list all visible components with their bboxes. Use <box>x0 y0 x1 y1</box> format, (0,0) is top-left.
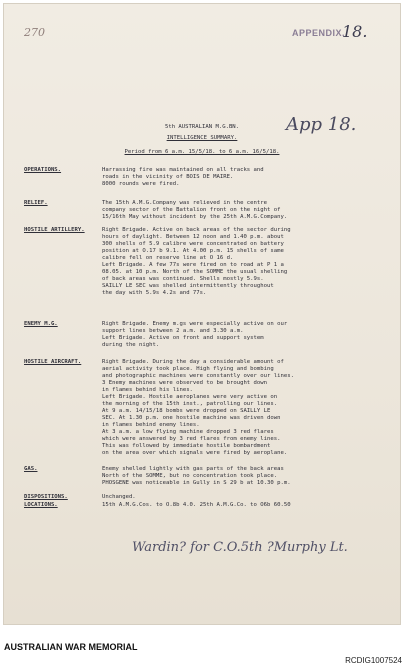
section-line: company sector of the Battalion front on the night of <box>102 207 281 213</box>
section-body <box>102 466 392 487</box>
section-line: SAILLY LE SEC was shelled intermittently throughout <box>102 283 274 289</box>
section-label: ENEMY M.G. <box>24 321 58 327</box>
section-line: position at O.17 b 9.1. At 4.00 p.m. 15 shells of same <box>102 248 284 254</box>
section-line: which were answered by 3 red flares from enemy lines. <box>102 436 281 442</box>
handwritten-folio-number: 270 <box>24 26 45 39</box>
section-label: LOCATIONS. <box>24 502 58 508</box>
section-line: 300 shells of 5.9 calibre were concentrated on battery <box>102 241 284 247</box>
section-body <box>102 227 392 297</box>
section-line: 8000 rounds were fired. <box>102 181 180 187</box>
section-body <box>102 167 392 188</box>
document-page <box>4 4 400 624</box>
section-line: aerial activity took place. High flying and bombing <box>102 366 274 372</box>
section-body <box>102 321 392 349</box>
section-label: RELIEF. <box>24 200 48 206</box>
section-line: Left Brigade. A few 77s were fired on to road at P 1 a <box>102 262 284 268</box>
section-line: in flames behind enemy lines. <box>102 422 200 428</box>
section-line: 3 Enemy machines were observed to be brought down <box>102 380 268 386</box>
section-line: Harrassing fire was maintained on all tracks and <box>102 167 264 173</box>
archive-footer <box>0 630 408 666</box>
period-line: Period from 6 a.m. 15/5/18. to 6 a.m. 16/5/18. <box>124 149 280 155</box>
section-line: 15/16th May without incident by the 25th A.M.G.Company. <box>102 214 288 220</box>
section-line: and photographic machines were constantly over our lines. <box>102 373 294 379</box>
section-line: North of the SOMME, but no concentration took place. <box>102 473 278 479</box>
section-line: roads in the vicinity of BOIS DE MAIRE. <box>102 174 234 180</box>
section-line: Unchanged. <box>102 494 136 500</box>
section-line: Right Brigade. During the day a considerable amount of <box>102 359 284 365</box>
section-label: HOSTILE AIRCRAFT. <box>24 359 82 365</box>
section-line: on the area over which signals were fired by aeroplane. <box>102 450 288 456</box>
section-line: support lines between 2 a.m. and 3.30 a.m. <box>102 328 244 334</box>
section-line: PHOSGENE was noticeable in Gully in S 29 b at 10.30 p.m. <box>102 480 291 486</box>
section-body <box>102 359 392 457</box>
archive-name: AUSTRALIAN WAR MEMORIAL <box>4 642 138 652</box>
section-label: OPERATIONS. <box>24 167 62 173</box>
section-line: At 9 a.m. 14/15/18 bombs were dropped on SAILLY LE <box>102 408 271 414</box>
section-line: Left Brigade. Active on front and support system <box>102 335 264 341</box>
handwritten-appendix-number: 18. <box>342 22 368 41</box>
section-body <box>102 494 392 501</box>
section-line: At 3 a.m. a low flying machine dropped 3 red flares <box>102 429 274 435</box>
section-body <box>102 502 392 509</box>
section-line: Enemy shelled lightly with gas parts of the back areas <box>102 466 284 472</box>
section-line: The 15th A.M.G.Company was relieved in the centre <box>102 200 268 206</box>
section-line: This was followed by immediate hostile bombardment <box>102 443 271 449</box>
section-line: Right Brigade. Enemy m.gs were especially active on our <box>102 321 288 327</box>
section-line: during the night. <box>102 342 160 348</box>
handwritten-signature: Wardin? for C.O.5th ?Murphy Lt. <box>132 540 348 555</box>
section-line: the morning of the 15th inst., patrolling our lines. <box>102 401 278 407</box>
section-line: Right Brigade. Active on back areas of the sector during <box>102 227 291 233</box>
handwritten-appx-note: App 18. <box>286 114 357 135</box>
section-line: 15th A.M.G.Cos. to O.8b 4.0. 25th A.M.G.Co. to O6b 60.50 <box>102 502 291 508</box>
section-line: SEC. At 1.30 p.m. one hostile machine was driven down <box>102 415 281 421</box>
section-line: calibre fell on reserve line at O 16 d. <box>102 255 234 261</box>
document-title: INTELLIGENCE SUMMARY. <box>166 135 238 141</box>
unit-heading: 5th AUSTRALIAN M.G.BN. <box>164 124 240 130</box>
section-line: the day with 5.9s 4.2s and 77s. <box>102 290 207 296</box>
section-label: DISPOSITIONS. <box>24 494 68 500</box>
section-label: GAS. <box>24 466 38 472</box>
section-line: hours of daylight. Between 12 noon and 1.40 p.m. about <box>102 234 284 240</box>
section-label: HOSTILE ARTILLERY. <box>24 227 85 233</box>
section-line: 08.05. at 10 p.m. North of the SOMME the usual shelling <box>102 269 288 275</box>
section-line: of back areas was continued. Shells mostly 5.9s. <box>102 276 264 282</box>
section-body <box>102 200 392 221</box>
section-line: Left Brigade. Hostile aeroplanes were very active on <box>102 394 278 400</box>
record-id: RCDIG1007524 <box>345 656 402 665</box>
appendix-stamp: APPENDIX. <box>292 28 346 38</box>
section-line: in flames behind his lines. <box>102 387 193 393</box>
